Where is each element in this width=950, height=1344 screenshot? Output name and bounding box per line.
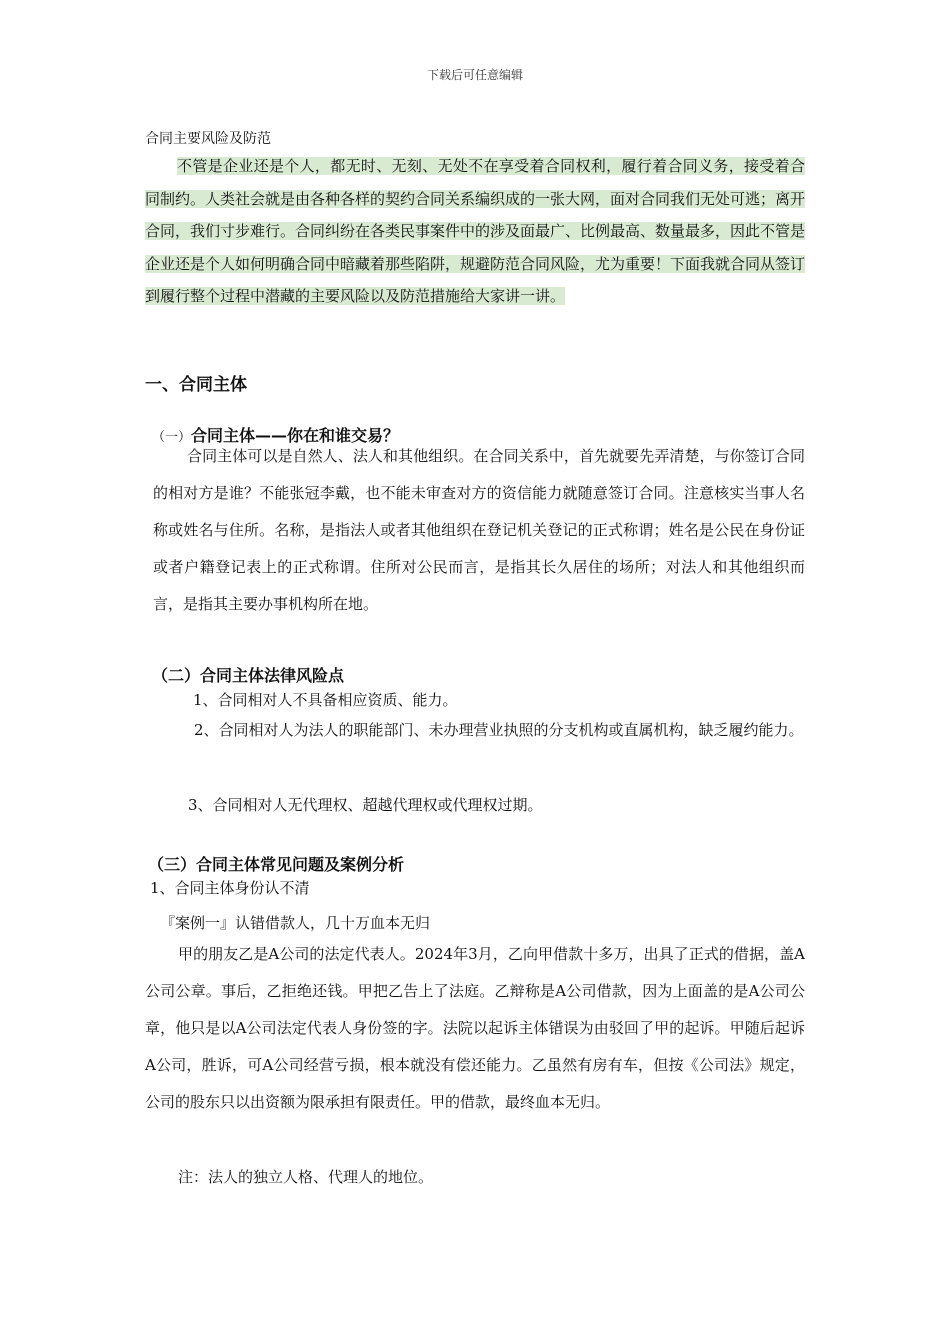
risk-item-3: 3、合同相对人无代理权、超越代理权或代理权过期。 [188,796,543,814]
risk-item-2: 2、合同相对人为法人的职能部门、未办理营业执照的分支机构或直属机构，缺乏履约能力。 [194,721,804,739]
intro-paragraph [145,150,805,313]
section-heading-contract-subject: 一、合同主体 [145,375,247,395]
risk-item-1: 1、合同相对人不具备相应资质、能力。 [193,691,458,709]
case-paragraph: 甲的朋友乙是A公司的法定代表人。2024年3月，乙向甲借款十多万，出具了正式的借据，盖A公司公章。事后，乙拒绝还钱。甲把乙告上了法庭。乙辩称是A公司借款，因为上面盖的是A公司公章，他只是以A公司法定代表人身份签的字。法院以起诉主体错误为由驳回了甲的起诉。甲随后起诉A公司，胜诉，可A公司经营亏损，根本就没有偿还能力。乙虽然有房有车，但按《公司法》规定，公司的股东只以出资额为限承担有限责任。甲的借款，最终血本无归。 [145,945,805,1111]
intro-highlighted-text: 不管是企业还是个人，都无时、无刻、无处不在享受着合同权利，履行着合同义务，接受着合同制约。人类社会就是由各种各样的契约合同关系编织成的一张大网，面对合同我们无处可逃；离开合同，我们寸步难行。合同纠纷在各类民事案件中的涉及面最广、比例最高、数量最多，因此不管是企业还是个人如何明确合同中暗藏着那些陷阱，规避防范合同风险，尤为重要！下面我就合同从签订到履行整个过程中潜藏的主要风险以及防范措施给大家讲一讲。 [145,157,806,305]
header-note: 下载后可任意编辑 [426,68,523,82]
note-line: 注：法人的独立人格、代理人的地位。 [178,1168,434,1186]
subsection-1-title: 合同主体——你在和谁交易？ [191,426,400,445]
subsection-heading-2: （二）合同主体法律风险点 [152,666,345,685]
subsection-1-prefix: （一） [152,430,192,445]
case-title: 『案例一』认错借款人，几十万血本无归 [160,914,431,932]
subsection-heading-3: （三）合同主体常见问题及案例分析 [148,855,405,874]
subsection-1-paragraph: 合同主体可以是自然人、法人和其他组织。在合同关系中，首先就要先弄清楚，与你签订合同的相对方是谁？不能张冠李戴，也不能未审查对方的资信能力就随意签订合同。注意核实当事人名称或姓名与住所。名称，是指法人或者其他组织在登记机关登记的正式称谓；姓名是公民在身份证或者户籍登记表上的正式称谓。住所对公民而言，是指其长久居住的场所；对法人和其他组织而言，是指其主要办事机构所在地。 [153,447,805,613]
document-title: 合同主要风险及防范 [145,131,271,147]
issue-heading-1: 1、合同主体身份认不清 [150,879,310,897]
